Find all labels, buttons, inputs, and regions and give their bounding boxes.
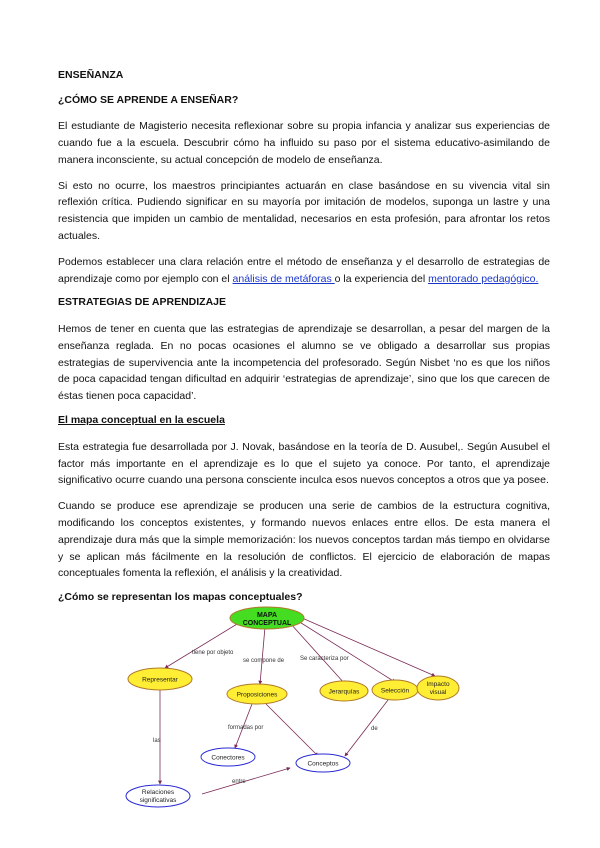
edge-label-tiene: tiene por objeto bbox=[192, 650, 234, 656]
node-root-line-2: CONCEPTUAL bbox=[242, 620, 292, 627]
concept-map-edges bbox=[160, 618, 435, 794]
node-seleccion-label: Selección bbox=[380, 687, 410, 695]
paragraph-3 bbox=[58, 254, 550, 288]
node-representar-label: Representar bbox=[142, 676, 178, 684]
node-relaciones-line-2: significativas bbox=[139, 797, 177, 804]
paragraph-3-text-a: Podemos establecer una clara relación entre el método de enseñanza y el desarrollo de estrategias de aprendizaje como por ejemplo con el bbox=[58, 255, 550, 285]
edge-label-las: las bbox=[153, 738, 161, 744]
node-jerarquias bbox=[320, 681, 368, 701]
edge-label-caracteriza: Se caracteriza por bbox=[300, 656, 349, 662]
node-conectores-label: Conectores bbox=[211, 754, 245, 762]
node-jerarquias-label: Jerarquías bbox=[328, 688, 360, 696]
edge-root-representar bbox=[165, 621, 242, 668]
edge-label-de: de bbox=[371, 726, 378, 732]
node-impacto-line-2: visual bbox=[429, 689, 447, 696]
node-impacto-visual bbox=[417, 676, 459, 700]
edge-root-proposiciones bbox=[260, 627, 265, 684]
node-seleccion bbox=[372, 680, 418, 700]
section-heading-estrategias: ESTRATEGIAS DE APRENDIZAJE bbox=[58, 296, 227, 309]
edge-seleccion-conceptos bbox=[345, 700, 388, 756]
edge-root-jerarquias bbox=[290, 623, 345, 684]
paragraph-6: Cuando se produce ese aprendizaje se producen una serie de cambios de la estructura cognitiva, modificando los conceptos existentes, y formando nuevos enlaces entre ellos. De esta manera el aprendizaje dura más que la simple memorización: los nuevos conceptos tardan más tiempo en olvidarse y se aplican más fácilmente en la resolución de conflictos. El ejercicio de elaboración de mapas conceptuales fomenta la reflexión, el análisis y la creatividad. bbox=[58, 500, 550, 580]
node-representar bbox=[128, 668, 192, 690]
document-body bbox=[58, 69, 550, 605]
paragraph-3-text-b: o la experiencia del bbox=[334, 272, 429, 285]
edge-root-impacto bbox=[302, 618, 435, 676]
link-analisis-metaforas[interactable]: análisis de metáforas bbox=[232, 272, 335, 285]
node-impacto-line-1: Impacto bbox=[426, 681, 450, 688]
node-conceptos-label: Conceptos bbox=[307, 760, 339, 768]
paragraph-4: Hemos de tener en cuenta que las estrategias de aprendizaje se desarrollan, a pesar del margen de la enseñanza reglada. En no pocas ocasiones el alumno se ve obligado a desarrollar sus propias estrategias de supervivencia ante la incompetencia del profesorado. Según Nisbet ‘no es que los niños de poca capacidad tengan dificultad en adquirir ‘estrategias de aprendizaje’, sino que los que carecen de éstas tienen poca capacidad’. bbox=[58, 323, 550, 403]
node-mapa-conceptual bbox=[230, 607, 304, 629]
node-conceptos bbox=[296, 754, 350, 772]
link-mentorado-pedagogico[interactable]: mentorado pedagógico. bbox=[428, 272, 539, 285]
subheading-mapa-conceptual: El mapa conceptual en la escuela bbox=[58, 414, 225, 427]
edge-label-compone: se compone de bbox=[243, 658, 285, 664]
concept-map-diagram bbox=[120, 606, 480, 814]
node-proposiciones bbox=[227, 684, 287, 704]
edge-proposiciones-conceptos bbox=[266, 704, 318, 756]
node-root-line-1: MAPA bbox=[256, 612, 278, 619]
edge-relaciones-conceptos bbox=[202, 768, 290, 794]
edge-label-formadas: formadas por bbox=[228, 725, 264, 731]
edge-root-seleccion bbox=[298, 621, 395, 682]
node-proposiciones-label: Proposiciones bbox=[236, 691, 278, 699]
edge-label-entre: entre bbox=[232, 779, 246, 785]
question-heading-2: ¿Cómo se representan los mapas conceptuales? bbox=[58, 591, 303, 604]
paragraph-2: Si esto no ocurre, los maestros principiantes actuarán en clase basándose en su vivencia vital sin reflexión crítica. Pudiendo significar en su mayoría por imitación de modelos, suponga un lastre y una resistencia que impiden un cambio de mentalidad, necesarios en esta profesión, para afrontar los retos actuales. bbox=[58, 179, 550, 243]
node-relaciones-significativas bbox=[126, 785, 190, 807]
question-heading: ¿CÓMO SE APRENDE A ENSEÑAR? bbox=[58, 93, 239, 106]
node-relaciones-line-1: Relaciones bbox=[141, 789, 175, 796]
node-conectores bbox=[201, 748, 255, 766]
paragraph-5: Esta estrategia fue desarrollada por J. Novak, basándose en la teoría de D. Ausubel,. Según Ausubel el factor más importante en el aprendizaje es lo que el sujeto ya conoce. Por tanto, el aprendizaje significativo ocurre cuando una persona consciente inculca esos nuevos conceptos a otros que ya posee. bbox=[58, 440, 550, 487]
title-heading: ENSEÑANZA bbox=[58, 69, 124, 81]
paragraph-1: El estudiante de Magisterio necesita reflexionar sobre su propia infancia y analizar sus experiencias de cuando fue a la escuela. Descubrir cómo ha influido su paso por el sistema educativo-asimilando de manera inconsciente, su actual concepción de modelo de enseñanza. bbox=[58, 120, 550, 166]
